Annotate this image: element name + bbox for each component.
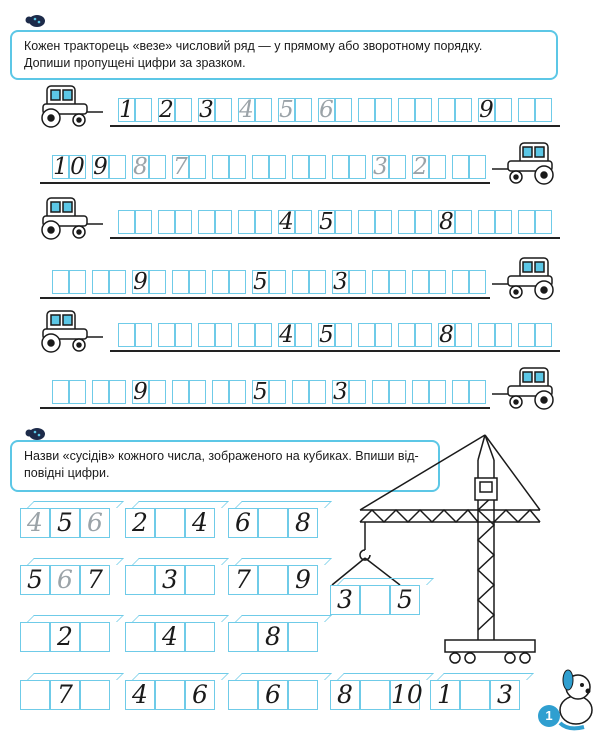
tractor-icon (35, 194, 105, 240)
digit-cell[interactable] (255, 98, 272, 122)
digit-cell[interactable] (295, 98, 312, 122)
digit-cell[interactable] (455, 98, 472, 122)
digit-cell[interactable] (535, 210, 552, 234)
digit-cell[interactable] (292, 155, 309, 179)
digit-cell[interactable]: 5 (319, 322, 334, 348)
digit-cell[interactable] (415, 98, 432, 122)
cube-cell[interactable]: 4 (125, 680, 155, 710)
digit-cell[interactable] (172, 270, 189, 294)
digit-cell[interactable] (398, 323, 415, 347)
digit-cell[interactable] (495, 323, 512, 347)
digit-cell[interactable] (215, 98, 232, 122)
cube-cell[interactable]: 3 (490, 680, 520, 710)
task1-instruction-line2: Допиши пропущені цифри за зразком. (24, 56, 246, 70)
digit-cell[interactable] (375, 98, 392, 122)
digit-cell[interactable] (535, 323, 552, 347)
wagon-rail (40, 297, 490, 299)
digit-cell[interactable] (189, 270, 206, 294)
digit-cell[interactable] (269, 155, 286, 179)
digit-cell[interactable] (212, 270, 229, 294)
cube-cell[interactable] (20, 622, 50, 652)
digit-cell[interactable] (358, 98, 375, 122)
digit-cell[interactable] (229, 155, 246, 179)
digit-cell[interactable] (429, 155, 446, 179)
digit-cell[interactable] (109, 380, 126, 404)
cube-cell[interactable] (228, 622, 258, 652)
task2-instruction-line1: Назви «сусідів» кожного числа, зображеного на кубиках. Впиши від- (24, 449, 419, 463)
cube-top-face (235, 673, 332, 680)
digit-cell[interactable] (398, 210, 415, 234)
digit-cell[interactable] (149, 380, 166, 404)
digit-cell[interactable] (469, 380, 486, 404)
digit-cell[interactable] (452, 155, 469, 179)
digit-cell[interactable] (478, 323, 495, 347)
digit-cell[interactable]: 5 (279, 97, 294, 123)
digit-cell[interactable] (518, 98, 535, 122)
digit-cell[interactable] (212, 155, 229, 179)
digit-cell[interactable] (69, 270, 86, 294)
digit-cell[interactable] (255, 210, 272, 234)
digit-cell[interactable]: 2 (413, 154, 428, 180)
digit-cell[interactable] (109, 270, 126, 294)
cube-cell[interactable]: 6 (80, 508, 110, 538)
digit-cell[interactable] (438, 98, 455, 122)
digit-cell[interactable]: 0 (70, 154, 85, 180)
wagon-rail (110, 125, 560, 127)
page-number-badge: 1 (538, 705, 560, 727)
digit-cell[interactable]: 5 (319, 209, 334, 235)
cube-top-face (132, 558, 229, 565)
digit-cell[interactable] (295, 210, 312, 234)
cube-cell[interactable] (360, 585, 390, 615)
cube-cell[interactable]: 3 (155, 565, 185, 595)
tractor-icon (490, 364, 560, 410)
digit-cell[interactable] (198, 210, 215, 234)
digit-cell[interactable] (118, 210, 135, 234)
digit-cell[interactable] (335, 210, 352, 234)
digit-cell[interactable] (295, 323, 312, 347)
digit-cell[interactable] (118, 323, 135, 347)
digit-cell[interactable]: 8 (439, 209, 454, 235)
cube-cell[interactable] (155, 680, 185, 710)
digit-cell[interactable] (229, 270, 246, 294)
cube-cell[interactable]: 9 (288, 565, 318, 595)
digit-cell[interactable]: 9 (479, 97, 494, 123)
digit-cell[interactable] (335, 323, 352, 347)
digit-cell[interactable] (252, 155, 269, 179)
digit-cell[interactable] (389, 270, 406, 294)
cube-cell[interactable] (125, 622, 155, 652)
crane-illustration (310, 430, 550, 670)
task2-instruction-line2: повідні цифри. (24, 466, 110, 480)
digit-cell[interactable]: 9 (93, 154, 108, 180)
digit-cell[interactable] (135, 323, 152, 347)
digit-cell[interactable] (52, 380, 69, 404)
digit-cell[interactable] (238, 210, 255, 234)
digit-cell[interactable]: 1 (119, 97, 134, 123)
task1-instruction-line1: Кожен тракторець «везе» числовий ряд — у прямому або зворотному порядку. (24, 39, 483, 53)
cube-cell[interactable] (155, 508, 185, 538)
digit-cell[interactable] (349, 380, 366, 404)
cube-cell[interactable] (288, 680, 318, 710)
cube-top-face (132, 615, 229, 622)
digit-cell[interactable] (269, 380, 286, 404)
digit-cell[interactable]: 4 (279, 322, 294, 348)
digit-cell[interactable]: 4 (239, 97, 254, 123)
cube-top-face (337, 673, 434, 680)
digit-cell[interactable]: 3 (333, 379, 348, 405)
digit-cell[interactable] (172, 380, 189, 404)
cube-cell[interactable]: 8 (258, 622, 288, 652)
digit-cell[interactable] (292, 270, 309, 294)
digit-cell[interactable] (429, 380, 446, 404)
digit-cell[interactable] (52, 270, 69, 294)
digit-cell[interactable] (415, 323, 432, 347)
wagon-rail (40, 182, 490, 184)
digit-cell[interactable] (412, 380, 429, 404)
digit-cell[interactable] (469, 270, 486, 294)
digit-cell[interactable] (452, 270, 469, 294)
cube-cell[interactable] (258, 508, 288, 538)
digit-cell[interactable] (255, 323, 272, 347)
digit-cell[interactable] (429, 270, 446, 294)
digit-cell[interactable] (389, 380, 406, 404)
digit-cell[interactable] (309, 380, 326, 404)
digit-cell[interactable] (269, 270, 286, 294)
cube-cell[interactable] (185, 622, 215, 652)
cube-cell[interactable]: 7 (50, 680, 80, 710)
ladybug-icon (24, 13, 46, 27)
digit-cell[interactable] (135, 210, 152, 234)
cube-cell[interactable]: 8 (288, 508, 318, 538)
digit-cell[interactable] (149, 270, 166, 294)
cube-cell[interactable]: 10 (391, 680, 423, 709)
digit-cell[interactable] (495, 210, 512, 234)
cube-top-face (437, 673, 534, 680)
cube-cell[interactable] (125, 565, 155, 595)
digit-cell[interactable] (332, 155, 349, 179)
digit-cell[interactable] (158, 323, 175, 347)
cube-cell[interactable] (460, 680, 490, 710)
digit-cell[interactable]: 1 (53, 154, 68, 180)
digit-cell[interactable]: 3 (333, 269, 348, 295)
cube-cell[interactable]: 3 (330, 585, 360, 615)
cube-cell[interactable]: 5 (20, 565, 50, 595)
cube-top-face (27, 501, 124, 508)
digit-cell[interactable]: 5 (253, 269, 268, 295)
digit-cell[interactable] (349, 155, 366, 179)
digit-cell[interactable]: 7 (173, 154, 188, 180)
digit-cell[interactable] (149, 155, 166, 179)
wagon-rail (40, 407, 490, 409)
digit-cell[interactable]: 9 (133, 379, 148, 405)
cube-cell[interactable] (228, 680, 258, 710)
digit-cell[interactable] (469, 155, 486, 179)
digit-cell[interactable] (175, 98, 192, 122)
cube-top-face (337, 578, 434, 585)
tractor-icon (35, 82, 105, 128)
digit-cell[interactable] (415, 210, 432, 234)
digit-cell[interactable] (158, 210, 175, 234)
digit-cell[interactable] (92, 270, 109, 294)
cube-cell[interactable] (360, 680, 390, 710)
digit-cell[interactable] (349, 270, 366, 294)
cube-cell[interactable]: 1 (430, 680, 460, 710)
tractor-icon (490, 254, 560, 300)
digit-cell[interactable] (109, 155, 126, 179)
digit-cell[interactable] (375, 210, 392, 234)
cube-top-face (132, 501, 229, 508)
digit-cell[interactable] (292, 380, 309, 404)
digit-cell[interactable] (358, 210, 375, 234)
cube-cell[interactable] (80, 680, 110, 710)
tractor-icon (35, 307, 105, 353)
cube-cell[interactable]: 5 (390, 585, 420, 615)
digit-cell[interactable] (92, 380, 109, 404)
digit-cell[interactable] (412, 270, 429, 294)
digit-cell[interactable] (135, 98, 152, 122)
cube-cell[interactable] (258, 565, 288, 595)
wagon-rail (110, 350, 560, 352)
digit-cell[interactable] (175, 323, 192, 347)
digit-cell[interactable] (189, 155, 206, 179)
digit-cell[interactable]: 9 (133, 269, 148, 295)
digit-cell[interactable] (389, 155, 406, 179)
digit-cell[interactable] (398, 98, 415, 122)
cube-cell[interactable]: 6 (50, 565, 80, 595)
digit-cell[interactable] (215, 323, 232, 347)
tractor-icon (490, 139, 560, 185)
digit-cell[interactable] (495, 98, 512, 122)
digit-cell[interactable]: 3 (199, 97, 214, 123)
cube-top-face (27, 673, 124, 680)
digit-cell[interactable] (215, 210, 232, 234)
digit-cell[interactable] (372, 270, 389, 294)
digit-cell[interactable]: 6 (319, 97, 334, 123)
digit-cell[interactable] (335, 98, 352, 122)
digit-cell[interactable] (535, 98, 552, 122)
digit-cell[interactable] (455, 323, 472, 347)
digit-cell[interactable] (198, 323, 215, 347)
ladybug-icon (24, 426, 46, 440)
cube-cell[interactable]: 7 (80, 565, 110, 595)
task1-instruction (10, 30, 558, 80)
cube-top-face (27, 615, 124, 622)
digit-cell[interactable] (518, 210, 535, 234)
digit-cell[interactable] (309, 155, 326, 179)
cube-top-face (27, 558, 124, 565)
cube-top-face (132, 673, 229, 680)
cube-cell[interactable]: 6 (185, 680, 215, 710)
digit-cell[interactable] (189, 380, 206, 404)
digit-cell[interactable]: 8 (133, 154, 148, 180)
digit-cell[interactable] (212, 380, 229, 404)
cube-cell[interactable]: 7 (228, 565, 258, 595)
cube-cell[interactable]: 8 (330, 680, 360, 710)
digit-cell[interactable]: 5 (253, 379, 268, 405)
digit-cell[interactable]: 3 (373, 154, 388, 180)
cube-cell[interactable] (185, 565, 215, 595)
digit-cell[interactable] (69, 380, 86, 404)
cube-cell[interactable]: 4 (185, 508, 215, 538)
digit-cell[interactable]: 2 (159, 97, 174, 123)
digit-cell[interactable]: 8 (439, 322, 454, 348)
digit-cell[interactable] (375, 323, 392, 347)
digit-cell[interactable] (358, 323, 375, 347)
digit-cell[interactable]: 4 (279, 209, 294, 235)
digit-cell[interactable] (238, 323, 255, 347)
digit-cell[interactable] (175, 210, 192, 234)
cube-cell[interactable]: 4 (20, 508, 50, 538)
cube-cell[interactable]: 4 (155, 622, 185, 652)
digit-cell[interactable] (478, 210, 495, 234)
cube-cell[interactable]: 6 (258, 680, 288, 710)
digit-cell[interactable] (455, 210, 472, 234)
digit-cell[interactable] (452, 380, 469, 404)
cube-cell[interactable]: 2 (125, 508, 155, 538)
digit-cell[interactable] (372, 380, 389, 404)
wagon-rail (110, 237, 560, 239)
cube-cell[interactable]: 6 (228, 508, 258, 538)
digit-cell[interactable] (309, 270, 326, 294)
cube-cell[interactable]: 5 (50, 508, 80, 538)
cube-cell[interactable]: 2 (50, 622, 80, 652)
cube-cell[interactable] (80, 622, 110, 652)
digit-cell[interactable] (229, 380, 246, 404)
cube-cell[interactable] (20, 680, 50, 710)
digit-cell[interactable] (518, 323, 535, 347)
